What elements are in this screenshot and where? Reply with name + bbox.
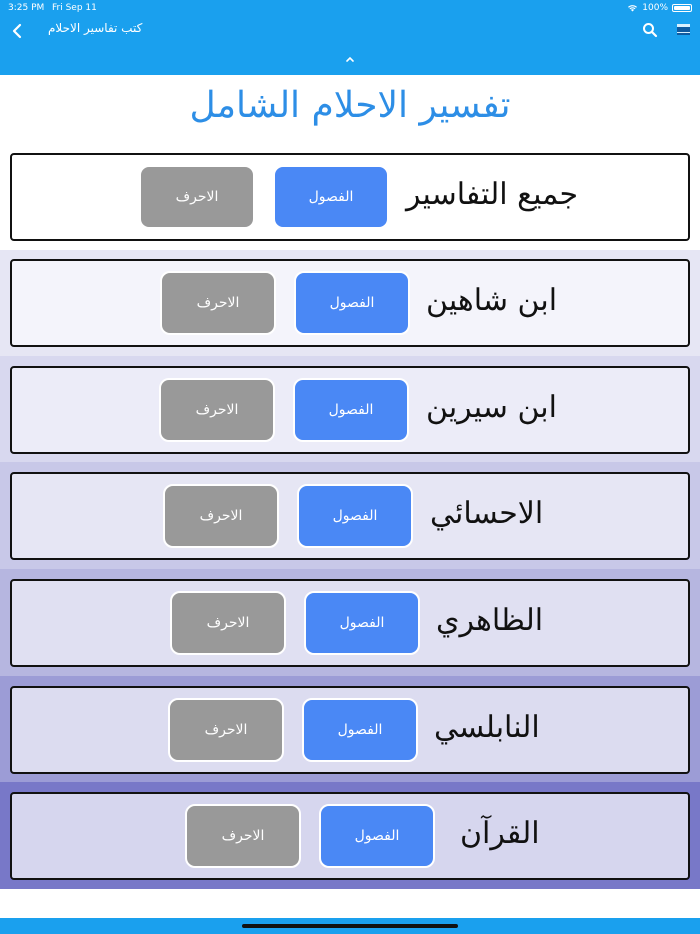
back-button[interactable] xyxy=(8,20,26,42)
collapse-button[interactable] xyxy=(340,52,360,66)
chevron-up-icon xyxy=(345,55,355,63)
status-time: 3:25 PM xyxy=(8,3,45,13)
battery-percent: 100% xyxy=(642,3,668,13)
list-item-ibn-sirin xyxy=(10,366,690,454)
chapters-button[interactable]: الفصول xyxy=(297,484,413,548)
chapters-button[interactable]: الفصول xyxy=(304,591,420,655)
row-name: ابن شاهين xyxy=(426,283,558,318)
letters-button[interactable]: الاحرف xyxy=(163,484,279,548)
battery-icon xyxy=(672,4,692,12)
chapters-button[interactable]: الفصول xyxy=(273,165,389,229)
letters-button[interactable]: الاحرف xyxy=(170,591,286,655)
letters-button[interactable]: الاحرف xyxy=(168,698,284,762)
top-bar xyxy=(0,0,700,75)
list-item-ibn-shahin xyxy=(10,259,690,347)
chapters-button[interactable]: الفصول xyxy=(319,804,435,868)
search-icon[interactable] xyxy=(642,22,658,38)
list-item-al-ahsai xyxy=(10,472,690,560)
row-name: القرآن xyxy=(460,816,540,851)
status-indicators xyxy=(627,3,692,13)
wifi-icon xyxy=(627,4,638,12)
row-name: الاحسائي xyxy=(430,496,544,531)
row-name: جميع التفاسير xyxy=(406,177,579,212)
page-title: تفسير الاحلام الشامل xyxy=(189,85,511,126)
book-icon[interactable] xyxy=(676,22,691,37)
chapters-button[interactable]: الفصول xyxy=(302,698,418,762)
home-indicator[interactable] xyxy=(242,924,458,928)
row-name: الظاهري xyxy=(436,603,544,638)
chapters-button[interactable]: الفصول xyxy=(294,271,410,335)
list-item-al-nabulsi xyxy=(10,686,690,774)
list-item-al-dhahiri xyxy=(10,579,690,667)
list-item-all-interpretations xyxy=(10,153,690,241)
letters-button[interactable]: الاحرف xyxy=(185,804,301,868)
row-name: النابلسي xyxy=(434,710,540,745)
list-item-quran xyxy=(10,792,690,880)
letters-button[interactable]: الاحرف xyxy=(139,165,255,229)
letters-button[interactable]: الاحرف xyxy=(160,271,276,335)
status-date: Fri Sep 11 xyxy=(52,3,97,13)
row-name: ابن سيرين xyxy=(426,390,557,425)
chevron-left-icon xyxy=(12,23,22,39)
nav-title: كتب تفاسير الاحلام xyxy=(48,21,143,35)
letters-button[interactable]: الاحرف xyxy=(159,378,275,442)
chapters-button[interactable]: الفصول xyxy=(293,378,409,442)
